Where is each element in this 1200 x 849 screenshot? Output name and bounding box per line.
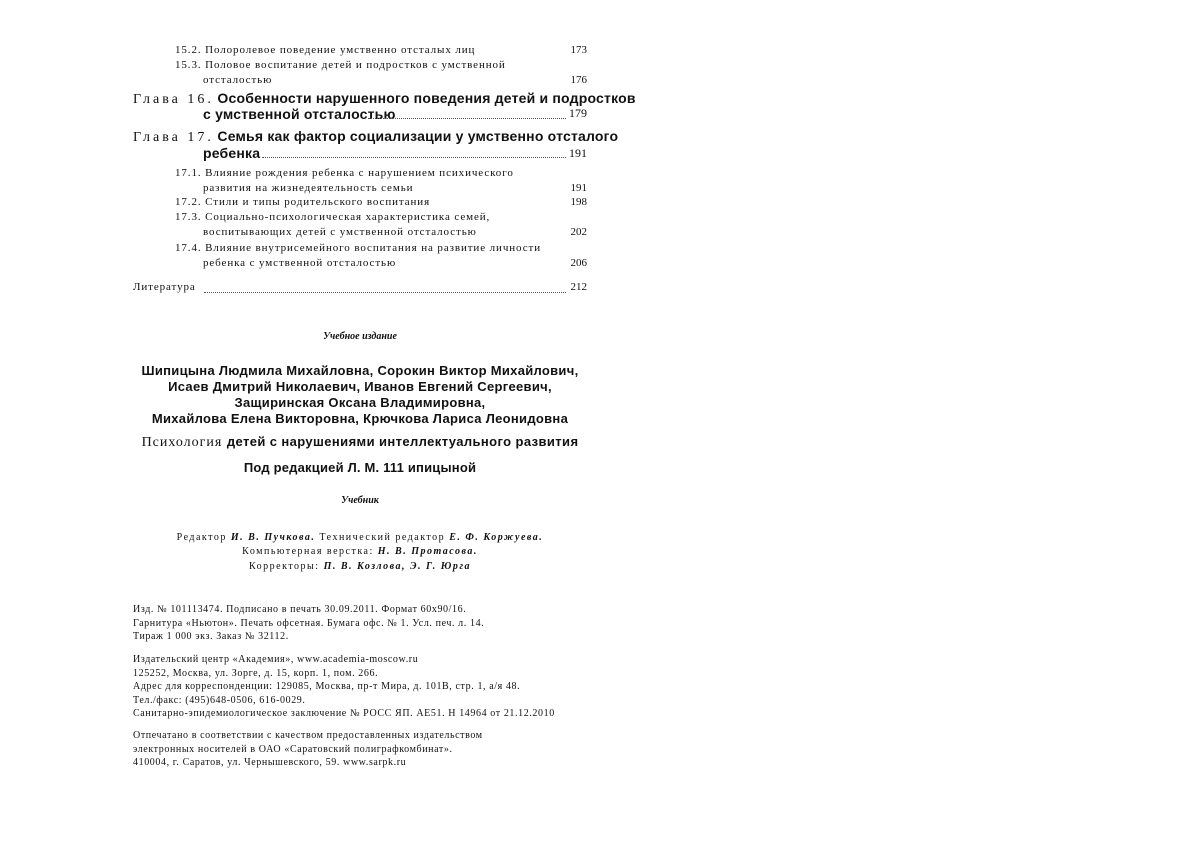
credits-line <box>0 546 720 557</box>
toc-item-title-cont: воспитывающих детей с умственной отсталостью <box>203 226 477 238</box>
toc-item-17-3 <box>175 211 490 223</box>
toc-page-number: 206 <box>570 257 587 269</box>
toc-item-number: 17.4. <box>175 242 202 254</box>
imprint-line: Тираж 1 000 экз. Заказ № 32112. <box>133 631 289 642</box>
imprint-printer <box>133 729 483 770</box>
imprint-line: Санитарно-эпидемиологическое заключение № РОСС ЯП. АЕ51. Н 14964 от 21.12.2010 <box>133 708 555 719</box>
authors-line: Шипицына Людмила Михайловна, Сорокин Виктор Михайлович, <box>141 363 579 378</box>
chapter-label: Глава 17. <box>133 130 214 145</box>
toc-literature: Литература <box>133 281 196 293</box>
imprint-line: Тел./факс: (495)648-0506, 616-0029. <box>133 694 306 706</box>
authors-line: Михайлова Елена Викторовна, Крючкова Лариса Леонидовна <box>151 411 569 426</box>
toc-item-number: 15.3. <box>175 59 202 71</box>
authors-line: Исаев Дмитрий Николаевич, Иванов Евгений Сергеевич, <box>168 379 552 394</box>
toc-item-title: Влияние внутрисемейного воспитания на развитие личности <box>205 242 541 254</box>
imprint-line: Изд. № 101113474. Подписано в печать 30.09.2011. Формат 60х90/16. <box>133 604 467 615</box>
toc-item-title: Социально-психологическая характеристика семей, <box>205 211 491 223</box>
toc-item-17-4 <box>175 242 541 254</box>
credits-role: Технический редактор <box>315 532 450 543</box>
toc-item-title: Половое воспитание детей и подростков с умственной <box>205 59 506 71</box>
toc-leader-dots <box>368 118 566 119</box>
toc-page-number: 202 <box>570 226 587 238</box>
imprint-publishing-data <box>133 603 484 644</box>
toc-item-title-cont: развития на жизнедеятельность семьи <box>203 182 414 194</box>
toc-item-title: Влияние рождения ребенка с нарушением психического <box>205 167 514 179</box>
toc-page-number: 191 <box>569 146 587 160</box>
book-title <box>0 434 720 451</box>
toc-item-17-2 <box>175 196 430 208</box>
toc-page-number: 191 <box>570 182 587 194</box>
imprint-line: Гарнитура «Ньютон». Печать офсетная. Бумага офс. № 1. Усл. печ. л. 14. <box>133 617 485 629</box>
toc-page-number: 198 <box>570 196 587 208</box>
credits-role: Компьютерная верстка: <box>242 546 378 557</box>
chapter-title-cont: ребенка <box>203 145 261 161</box>
toc-item-title-cont: ребенка с умственной отсталостью <box>203 257 397 269</box>
imprint-line: Отпечатано в соответствии с качеством предоставленных издательством <box>133 730 483 741</box>
credits-role: Редактор <box>176 532 231 543</box>
toc-item-number: 17.3. <box>175 211 202 223</box>
toc-leader-dots <box>262 157 566 158</box>
editor-line: Под редакцией Л. М. 111 ипицыной <box>243 460 477 475</box>
credits-person: И. В. Пучкова. <box>230 532 316 543</box>
toc-chapter-17 <box>133 128 618 146</box>
credits-role: Корректоры: <box>248 561 324 572</box>
imprint-line: Издательский центр «Академия», www.academia-moscow.ru <box>133 654 419 665</box>
book-genre: Учебник <box>341 495 379 506</box>
toc-item-15-3 <box>175 59 506 71</box>
imprint-line: 125252, Москва, ул. Зорге, д. 15, корп. 1, пом. 266. <box>133 667 379 679</box>
toc-item-number: 15.2. <box>175 44 202 56</box>
toc-item-title-cont: отсталостью <box>203 74 273 86</box>
toc-item-title: Полоролевое поведение умственно отсталых лиц <box>205 44 476 56</box>
credits-line <box>0 532 720 543</box>
toc-page-number: 173 <box>570 44 587 56</box>
imprint-line: электронных носителей в ОАО «Саратовский полиграфкомбинат». <box>133 743 453 755</box>
book-title-bold: детей с нарушениями интеллектуального развития <box>226 434 579 449</box>
toc-leader-dots <box>204 292 566 293</box>
credits-person: Е. Ф. Коржуева. <box>449 532 544 543</box>
edition-type: Учебное издание <box>323 331 397 342</box>
imprint-line: Адрес для корреспонденции: 129085, Москва, пр-т Мира, д. 101В, стр. 1, а/я 48. <box>133 681 521 692</box>
imprint-publisher <box>133 653 555 721</box>
toc-page-number: 176 <box>570 74 587 86</box>
toc-page-number: 212 <box>570 281 587 293</box>
toc-page-number: 179 <box>569 106 587 120</box>
authors-line: Защиринская Оксана Владимировна, <box>234 395 486 410</box>
toc-item-15-2 <box>175 44 475 56</box>
toc-item-number: 17.2. <box>175 196 202 208</box>
chapter-label: Глава 16. <box>133 92 214 107</box>
credits-person: Н. В. Протасова. <box>377 546 478 557</box>
toc-item-number: 17.1. <box>175 167 202 179</box>
credits-person: П. В. Козлова, Э. Г. Юрга <box>323 561 472 572</box>
chapter-title: Семья как фактор социализации у умственно отсталого <box>217 128 619 144</box>
toc-item-title: Стили и типы родительского воспитания <box>205 196 431 208</box>
toc-item-17-1 <box>175 167 514 179</box>
chapter-title-cont: с умственной отсталостью <box>203 106 396 122</box>
chapter-title: Особенности нарушенного поведения детей и подростков <box>217 90 636 106</box>
book-title-plain: Психология <box>141 435 227 450</box>
credits-line <box>0 561 720 572</box>
imprint-line: 410004, г. Саратов, ул. Чернышевского, 59. www.sarpk.ru <box>133 757 407 768</box>
